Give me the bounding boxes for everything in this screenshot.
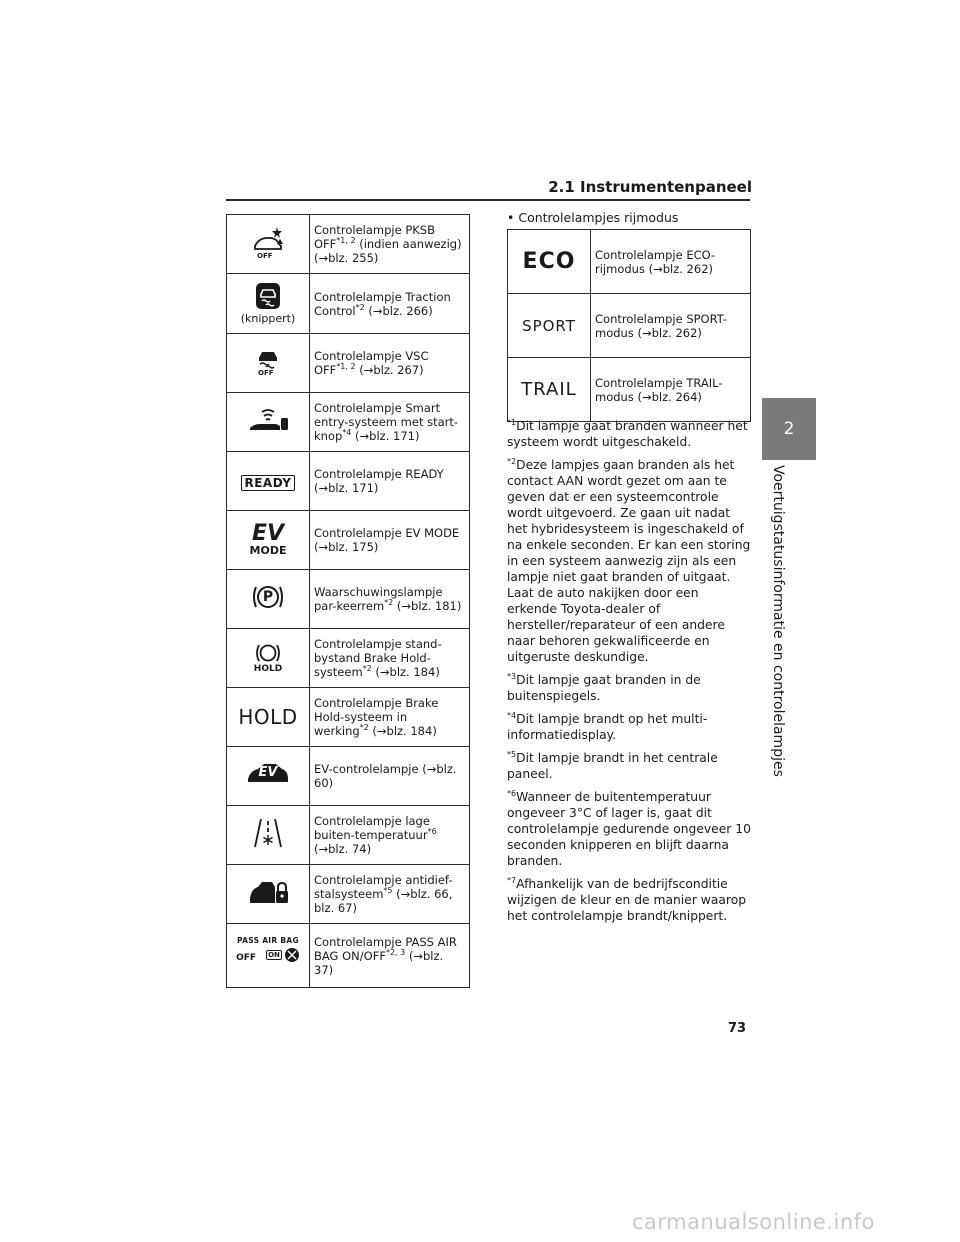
table-row: [227, 806, 470, 865]
table-row: [508, 294, 751, 358]
table-row: [227, 688, 470, 747]
lamp-description: Controlelampje PASS AIR BAG ON/OFF$^{*2, 3}$ (→blz. 37): [310, 924, 470, 988]
eco-mode-icon: ECO: [522, 249, 576, 274]
table-row: [227, 274, 470, 334]
page-number: 73: [728, 1021, 747, 1036]
trail-mode-icon: TRAIL: [521, 379, 577, 400]
watermark: carmanualsonline.info: [632, 1210, 875, 1234]
low-outside-temp-icon: [253, 817, 283, 849]
drive-modes-heading: • Controlelampjes rijmodus: [507, 210, 679, 225]
mode-description: Controlelampje SPORT-modus (→blz. 262): [591, 294, 751, 358]
ev-mode-icon: EV MODE: [249, 521, 287, 557]
svg-text:OFF: OFF: [258, 369, 274, 376]
pksb-off-icon: [247, 224, 289, 260]
brake-hold-standby-icon: HOLD: [254, 642, 282, 674]
table-row: [508, 358, 751, 422]
lamp-description: Controlelampje Brake Hold-systeem in werking$^{*2}$ (→blz. 184): [310, 688, 470, 747]
pass-air-bag-icon: PASS AIR BAG OFF ON: [236, 936, 299, 963]
chapter-tab[interactable]: [762, 398, 816, 460]
footnote: $^{*5}$Dit lampje brandt in het centrale paneel.: [507, 749, 718, 781]
footnote: $^{*2}$Deze lampjes gaan branden als het contact AAN wordt gezet om aan te geven dat er een systeemcontrole wordt uitgevoerd. Ze gaan uit nadat het hybridesysteem is ingeschakeld of na enkele seconden. Er kan een storing in een systeem aanwezig zijn als een lampje niet gaat branden of uitgaat. Laat de auto nakijken door een erkende Toyota-dealer of hersteller/reparateur of een andere naar behoren gekwalificeerde en uitgeruste deskundige.: [507, 456, 751, 664]
table-row: [227, 452, 470, 511]
indicator-lamp-table: [226, 214, 470, 988]
chapter-number: 2: [783, 419, 795, 439]
lamp-description: Controlelampje stand-bystand Brake Hold-systeem$^{*2}$ (→blz. 184): [310, 629, 470, 688]
lamp-description: Controlelampje VSC OFF$^{*1, 2}$ (→blz. 267): [310, 334, 470, 393]
lamp-description: Controlelampje Smart entry-systeem met start-knop$^{*4}$ (→blz. 171): [310, 393, 470, 452]
mode-description: Controlelampje TRAIL-modus (→blz. 264): [591, 358, 751, 422]
anti-theft-icon: [248, 877, 288, 907]
footnotes: [507, 418, 751, 931]
parking-brake-icon: P: [251, 582, 285, 612]
footnote: $^{*4}$Dit lampje brandt op het multi-informatiedisplay.: [507, 710, 708, 742]
footnote: $^{*1}$Dit lampje gaat branden wanneer het systeem wordt uitgeschakeld.: [507, 417, 748, 449]
header-rule: [226, 199, 750, 201]
footnote: $^{*3}$Dit lampje gaat branden in de buitenspiegels.: [507, 671, 701, 703]
section-title: 2.1 Instrumentenpaneel: [548, 178, 752, 196]
lamp-description: Controlelampje Traction Control$^{*2}$ (→blz. 266): [310, 274, 470, 334]
brake-hold-active-icon: HOLD: [238, 705, 298, 729]
table-row: [227, 570, 470, 629]
table-row: [227, 334, 470, 393]
smart-entry-icon: [246, 406, 290, 434]
table-row: [227, 865, 470, 924]
mode-description: Controlelampje ECO-rijmodus (→blz. 262): [591, 230, 751, 294]
table-row: [227, 511, 470, 570]
table-row: [227, 747, 470, 806]
ready-icon: READY: [241, 475, 294, 491]
svg-text:OFF: OFF: [257, 252, 273, 260]
table-row: [227, 629, 470, 688]
footnote: $^{*6}$Wanneer de buitentemperatuur ongeveer 3°C of lager is, gaat dit controlelampje gedurende ongeveer 10 seconden knipperen en blijft daarna branden.: [507, 788, 751, 868]
ev-indicator-icon: EV: [246, 761, 290, 787]
chapter-title: Voertuigstatusinformatie en controlelampjes: [770, 465, 786, 777]
lamp-description: Controlelampje EV MODE (→blz. 175): [310, 511, 470, 570]
table-row: [227, 924, 470, 988]
vsc-off-icon: [253, 346, 283, 376]
lamp-description: Controlelampje lage buiten-temperatuur$^{*6}$ (→blz. 74): [310, 806, 470, 865]
lamp-description: Controlelampje antidief-stalsysteem$^{*5}$ (→blz. 66, blz. 67): [310, 865, 470, 924]
lamp-description: Waarschuwingslampje par-keerrem$^{*2}$ (→blz. 181): [310, 570, 470, 629]
lamp-description: Controlelampje READY (→blz. 171): [310, 452, 470, 511]
sport-mode-icon: SPORT: [522, 317, 576, 335]
traction-control-icon: (knippert): [241, 282, 296, 325]
footnote: $^{*7}$Afhankelijk van de bedrijfsconditie wijzigen de kleur en de manier waarop het controlelampje brandt/knippert.: [507, 875, 747, 923]
lamp-description: EV-controlelampje (→blz. 60): [310, 747, 470, 806]
table-row: [508, 230, 751, 294]
drive-mode-table: [507, 229, 751, 422]
table-row: [227, 393, 470, 452]
lamp-description: Controlelampje PKSB OFF$^{*1, 2}$ (indien aanwezig) (→blz. 255): [310, 215, 470, 274]
table-row: [227, 215, 470, 274]
